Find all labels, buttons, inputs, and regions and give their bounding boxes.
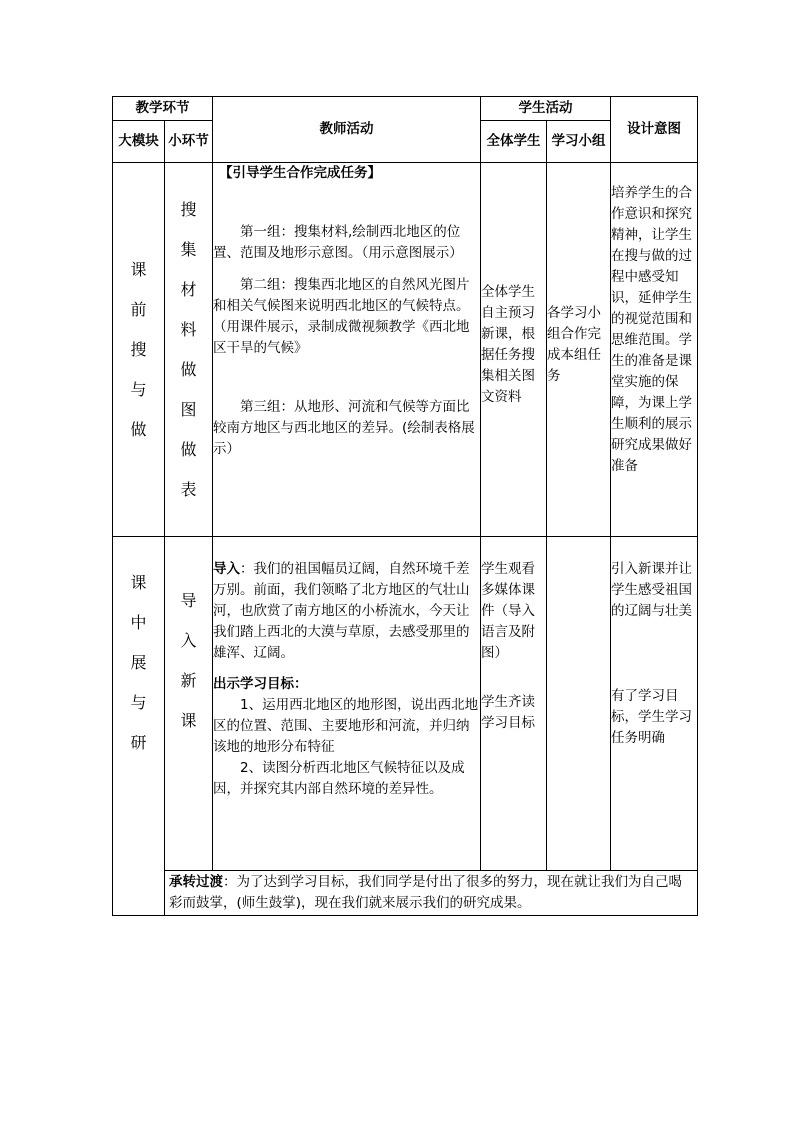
group1-task: 第一组：搜集材料,绘制西北地区的位置、范围及地形示意图。（用示意图展示） (213, 224, 463, 261)
group3-task: 第三组：从地形、河流和气候等方面比较南方地区与西北地区的差异。(绘制表格展示） (213, 399, 475, 457)
table-row (113, 537, 698, 871)
header-major-module: 大模块 (113, 121, 165, 163)
module-label: 课前搜与做 (130, 259, 147, 439)
header-whole-class: 全体学生 (481, 121, 547, 163)
header-teacher-activity: 教师活动 (213, 97, 481, 163)
task-title: 【引导学生合作完成任务】 (219, 165, 381, 181)
group2-task: 第二组：搜集西北地区的自然风光图片和相关气候图来说明西北地区的气候特点。（用课件展示，录制成微视频教学《西北地区干旱的气候》 (213, 277, 470, 356)
goals-label: 出示学习目标： (213, 676, 308, 692)
header-study-group: 学习小组 (547, 121, 611, 163)
transition-cell (165, 871, 698, 916)
sub-stage-label: 导入新课 (180, 591, 197, 730)
header-teaching-stage: 教学环节 (113, 97, 213, 121)
header-design-intent: 设计意图 (611, 97, 698, 163)
sub-stage-label: 搜集材料做图做表 (180, 199, 197, 499)
intro-label: 导入 (213, 561, 240, 577)
goal-2: 2、读图分析西北地区气候特征以及成因，并探究其内部自然环境的差异性。 (213, 760, 465, 797)
group-activity: 各学习小组合作完成本组任务 (547, 304, 601, 384)
design-intent: 引入新课并让学生感受祖国的辽阔与壮美 (611, 561, 692, 619)
table-row (113, 163, 698, 537)
transition-text: ：为了达到学习目标，我们同学是付出了很多的努力，现在就让我们为自己喝彩而鼓掌，(师生鼓掌)，现在我们就来展示我们的研究成果。 (169, 874, 682, 911)
whole-class-activity: 全体学生自主预习新课，根据任务搜集相关图文资料 (481, 283, 535, 405)
table-row (113, 871, 698, 916)
design-intent: 培养学生的合作意识和探究精神，让学生在搜与做的过程中感受知识，延伸学生的视觉范围和思维范围。学生的准备是课堂实施的保障，为课上学生顺利的展示研究成果做好准备 (611, 163, 698, 537)
module-label: 课中展与研 (130, 573, 147, 752)
design-intent-2: 有了学习目标，学生学习任务明确 (611, 688, 692, 746)
goal-1: 1、运用西北地区的地形图，说出西北地区的位置、范围、主要地形和河流，并归纳该地的地形分布特征 (213, 697, 479, 755)
group-activity (547, 537, 611, 871)
teacher-activity-cell (213, 537, 481, 871)
whole-class-activity: 学生观看多媒体课件（导入语言及附图） (481, 561, 535, 661)
teacher-activity-cell (213, 163, 481, 537)
header-student-activity: 学生活动 (481, 97, 611, 121)
transition-label: 承转过渡 (169, 874, 223, 890)
header-sub-stage: 小环节 (165, 121, 213, 163)
whole-class-activity-2: 学生齐读学习目标 (481, 694, 535, 731)
lesson-plan-table (112, 96, 698, 916)
intro-text: ：我们的祖国幅员辽阔，自然环境千差万别。前面，我们领略了北方地区的气壮山河，也欣赏了南方地区的小桥流水，今天让我们踏上西北的大漠与草原，去感受那里的雄浑、辽阔。 (213, 561, 470, 661)
